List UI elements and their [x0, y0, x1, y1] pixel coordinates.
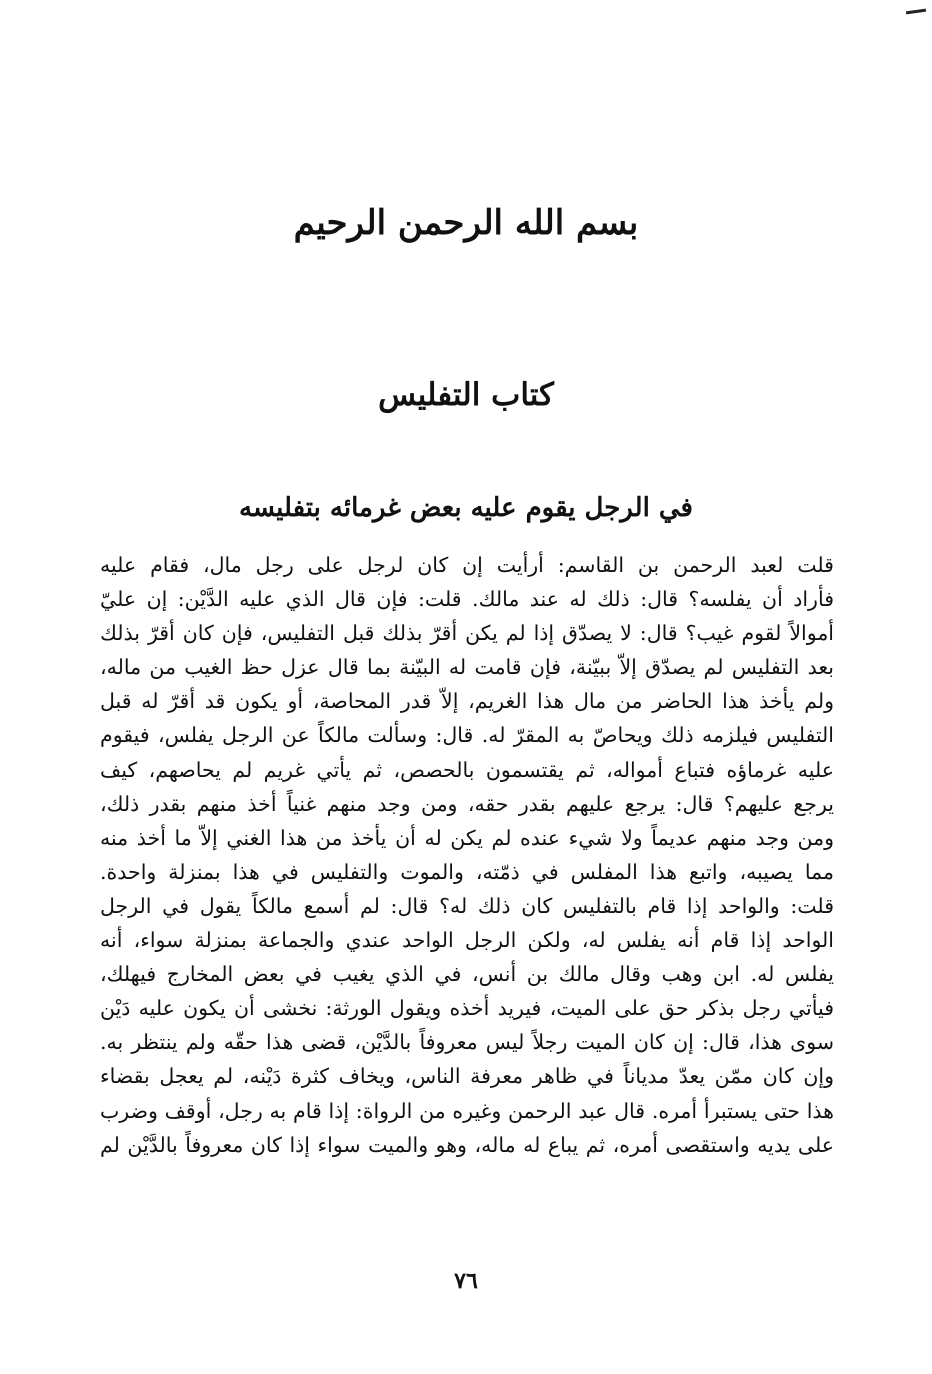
body-line: ومن وجد منهم عديماً ولا شيء عنده لم يكن له أن يأخذ من هذا الغني إلاّ ما أخذ منه: [100, 825, 834, 850]
body-line: سوى هذا، قال: إن كان الميت رجلاً ليس معروفاً بالدَّيْن، قضى هذا حقّه ولم ينتظر به.: [100, 1030, 834, 1055]
body-line: قلت لعبد الرحمن بن القاسم: أرأيت إن كان لرجل على رجل مال، فقام عليه: [100, 553, 834, 577]
body-line: يفلس له. ابن وهب وقال مالك بن أنس، في الذي يغيب في بعض المخارج فيهلك،: [100, 962, 834, 987]
basmala-heading: بسم الله الرحمن الرحيم: [293, 203, 639, 243]
body-line: فيأتي رجل بذكر حق على الميت، فيريد أخذه ويقول الورثة: نخشى أن يكون عليه دَيْن: [100, 996, 834, 1021]
chapter-heading: في الرجل يقوم عليه بعض غرمائه بتفليسه: [239, 493, 693, 523]
body-line: عليه غرماؤه فتباع أمواله، ثم يقتسمون بالحصص، ثم يأتي غريم لم يحاصهم، كيف: [100, 757, 834, 782]
body-line: فأراد أن يفلسه؟ قال: ذلك له عند مالك. قلت: فإن قال الذي عليه الدَّيْن: إن عليّ: [100, 587, 834, 612]
body-line: الواحد إذا قام أنه يفلس له، ولكن الرجل الواحد عندي والجماعة بمنزلة سواء، أنه: [100, 928, 834, 953]
page-number: ٧٦: [454, 1268, 478, 1294]
body-line: ولم يأخذ هذا الحاضر من مال هذا الغريم، إلاّ قدر المحاصة، أو يكون قد أقرّ له قبل: [100, 689, 834, 714]
body-line: وإن كان ممّن يعدّ مدياناً في ظاهر معرفة الناس، ويخاف كثرة دَيْنه، لم يعجل بقضاء: [100, 1064, 834, 1089]
body-text: [100, 548, 834, 1162]
body-line: يرجع عليهم؟ قال: يرجع عليهم بقدر حقه، ومن وجد منهم غنياً أخذ منهم بقدر ذلك،: [100, 791, 834, 816]
body-line: قلت: والواحد إذا قام بالتفليس كان ذلك له؟ قال: لم أسمع مالكاً يقول في الرجل: [100, 893, 834, 918]
scan-corner-mark: [906, 9, 926, 15]
body-line: بعد التفليس لم يصدّق إلاّ ببيّنة، فإن قامت له البيّنة بما قال عزل حظ الغيب من ماله،: [100, 655, 834, 680]
body-line: على يديه واستقصى أمره، ثم يباع له ماله، وهو والميت سواء إذا كان معروفاً بالدَّيْن لم: [100, 1132, 834, 1157]
body-line: هذا حتى يستبرأ أمره. قال عبد الرحمن وغيره من الرواة: إذا قام به رجل، أوقف وضرب: [100, 1098, 834, 1123]
body-line: أموالاً لقوم غيب؟ قال: لا يصدّق إذا لم يكن أقرّ بذلك قبل التفليس، فإن كان أقرّ بذلك: [100, 621, 834, 646]
body-line: التفليس فيلزمه ذلك ويحاصّ به المقرّ له. قال: وسألت مالكاً عن الرجل يفلس، فيقوم: [100, 723, 834, 748]
body-line: مما يصيبه، واتبع هذا المفلس في ذمّته، والموت والتفليس في هذا بمنزلة واحدة.: [100, 859, 834, 884]
book-title: كتاب التفليس: [378, 377, 554, 413]
